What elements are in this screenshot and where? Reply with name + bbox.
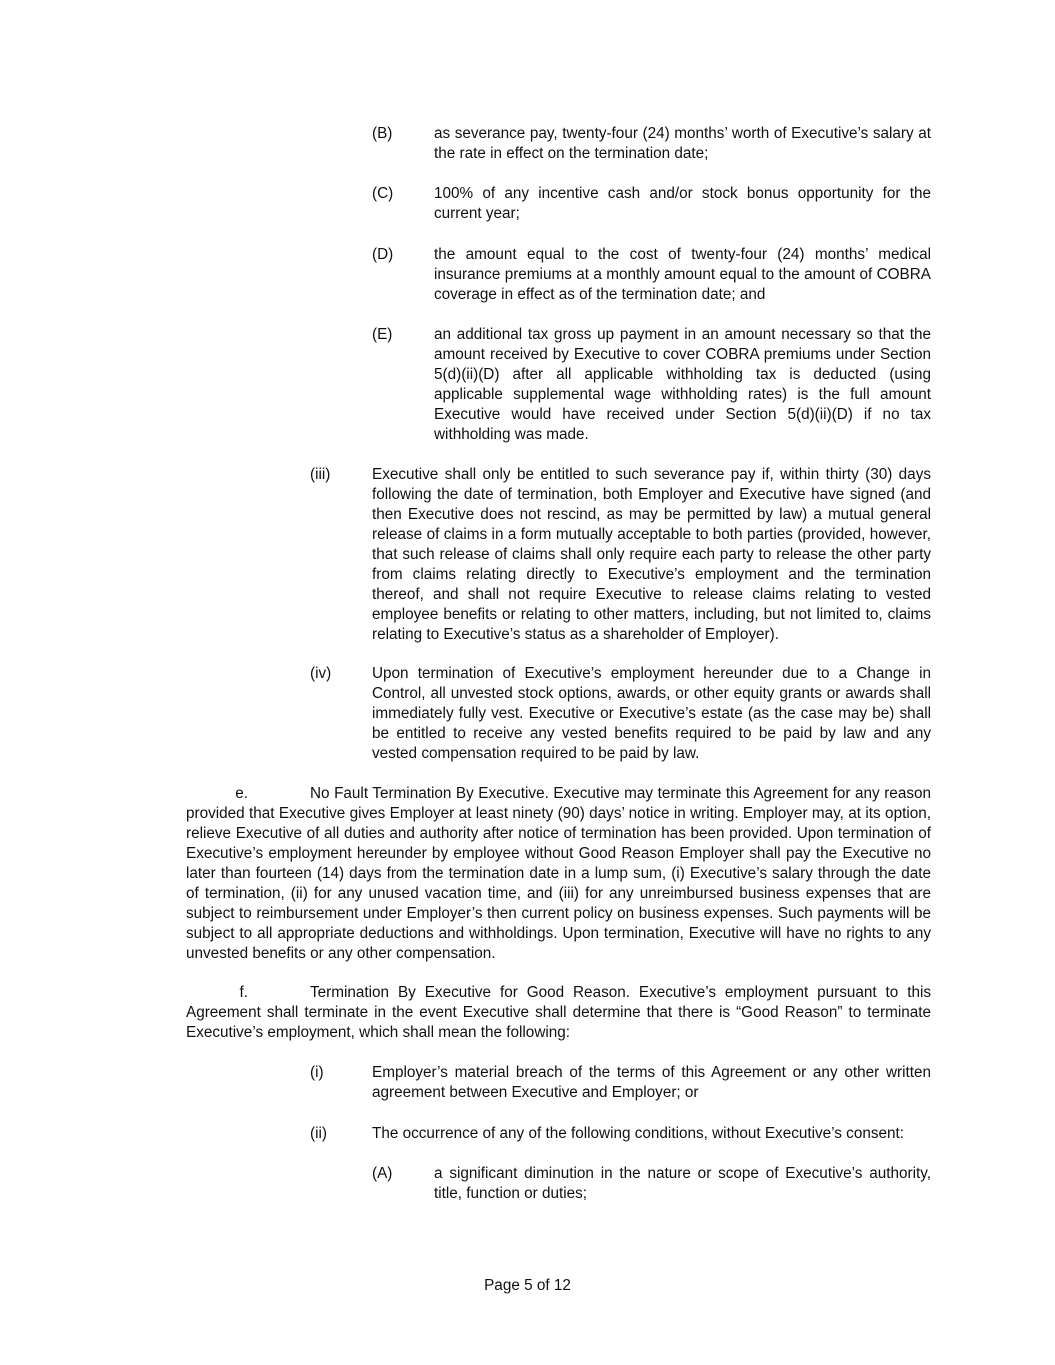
list-item-label: (B) [372,125,393,142]
list-item-text: Employer’s material breach of the terms of this Agreement or any other written agreement between Executive and Employer; or [372,1064,931,1101]
list-item-text: the amount equal to the cost of twenty-four (24) months’ medical insurance premiums at a monthly amount equal to the amount of COBRA coverage in effect as of the termination date; and [434,246,931,303]
list-item-text: as severance pay, twenty-four (24) months’ worth of Executive’s salary at the rate in effect on the termination date; [434,125,931,162]
section-e-heading: No Fault Termination By Executive [310,785,545,802]
list-item-label: (C) [372,185,394,202]
list-item-label: (i) [310,1064,324,1081]
list-item-label: (iv) [310,665,332,682]
list-item-label: (E) [372,326,393,343]
list-item-label: (D) [372,246,394,263]
list-item-text: Executive shall only be entitled to such severance pay if, within thirty (30) days following the date of termination, both Employer and Executive have signed (and then Executive does not rescind, as may be permitted by law) a mutual general release of claims in a form mutually acceptable to both parties (provided, however, that such release of claims shall only require each party to release the other party from claims relating directly to Executive’s employment and the termination thereof, and shall not require Executive to release claims relating to vested employee benefits or relating to other matters, including, but not limited to, claims relating to Executive’s status as a shareholder of Employer). [372,466,931,643]
list-item-label: (A) [372,1165,393,1182]
section-f-text: Executive’s employment pursuant to this Agreement shall terminate in the event Executive shall determine that there is “Good Reason” to terminate Executive’s employment, which shall mean the following: [186,984,932,1041]
list-item-text: 100% of any incentive cash and/or stock bonus opportunity for the current year; [434,185,931,222]
section-f-paragraph: f. Termination By Executive for Good Reason. Executive’s employment pursuant to this Agreement shall terminate in the event Executive shall determine that there is “Good Reason” to terminate Executive’s employment, which shall mean the following: [186,984,932,1041]
list-item-label: (ii) [310,1125,327,1142]
section-e-text: Executive may terminate this Agreement for any reason provided that Executive gives Employer at least ninety (90) days’ notice in writing. Employer may, at its option, relieve Executive of all duties and authority after notice of termination has been provided. Upon termination of Executive’s employment hereunder by employee without Good Reason Employer shall pay the Executive no later than fourteen (14) days from the termination date in a lump sum, (i) Executive’s salary through the date of termination, (ii) for any unused vacation time, and (iii) for any unreimbursed business expenses that are subject to reimbursement under Employer’s then current policy on business expenses. Such payments will be subject to all appropriate deductions and withholdings. Upon termination, Executive will have no rights to any unvested benefits or any other compensation. [186,785,931,962]
section-e-label: e. [235,785,248,802]
list-item-text: Upon termination of Executive’s employment hereunder due to a Change in Control, all unvested stock options, awards, or other equity grants or awards shall immediately fully vest. Executive or Executive’s estate (as the case may be) shall be entitled to receive any vested benefits required to be paid by law and any vested compensation required to be paid by law. [372,665,931,762]
list-item-text: a significant diminution in the nature or scope of Executive’s authority, title, function or duties; [434,1165,931,1202]
section-f-heading: Termination By Executive for Good Reason [310,984,626,1001]
page-footer: Page 5 of 12 [484,1277,571,1294]
list-item-text: an additional tax gross up payment in an amount necessary so that the amount received by Executive to cover COBRA premiums under Section 5(d)(ii)(D) after all applicable withholding tax is deducted (using applicable supplemental wage withholding rates) is the full amount Executive would have received under Section 5(d)(ii)(D) if no tax withholding was made. [434,326,931,443]
section-e-paragraph: e. No Fault Termination By Executive. Executive may terminate this Agreement for any reason provided that Executive gives Employer at least ninety (90) days’ notice in writing. Employer may, at its option, relieve Executive of all duties and authority after notice of termination has been provided. Upon termination of Executive’s employment hereunder by employee without Good Reason Employer shall pay the Executive no later than fourteen (14) days from the termination date in a lump sum, (i) Executive’s salary through the date of termination, (ii) for any unused vacation time, and (iii) for any unreimbursed business expenses that are subject to reimbursement under Employer’s then current policy on business expenses. Such payments will be subject to all appropriate deductions and withholdings. Upon termination, Executive will have no rights to any unvested benefits or any other compensation. [186,785,931,962]
section-f-label: f. [239,984,248,1001]
list-item-text: The occurrence of any of the following conditions, without Executive’s consent: [372,1125,905,1142]
list-item-label: (iii) [310,466,331,483]
